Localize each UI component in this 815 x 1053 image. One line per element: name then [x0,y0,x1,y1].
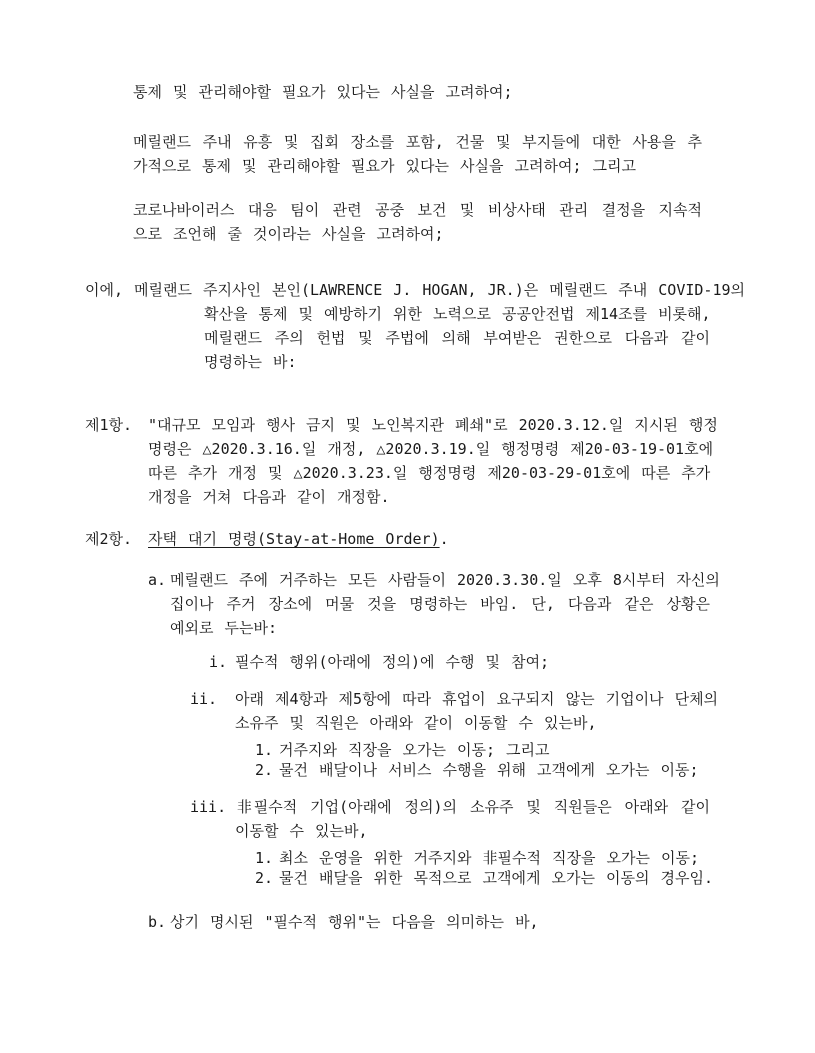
text-line: 통제 및 관리해야할 필요가 있다는 사실을 고려하여; [133,83,513,101]
text-line: 가적으로 통제 및 관리해야할 필요가 있다는 사실을 고려하여; 그리고 [133,157,636,175]
item-iii [190,795,710,843]
section-1-number: 제1항. [85,416,133,434]
text-line: 메릴랜드 주내 유흥 및 집회 장소를 포함, 건물 및 부지들에 대한 사용을 추 [133,133,702,151]
item-iii-marker: iii. [190,798,227,816]
section-2-title: 자택 대기 명령(Stay-at-Home Order) [148,530,440,548]
text-line [190,795,710,819]
item-a-text: 메릴랜드 주에 거주하는 모든 사람들이 2020.3.30.일 오후 8시부터 자신의 [170,571,720,589]
list-item-text: 물건 배달이나 서비스 수행을 위해 고객에게 오가는 이동; [279,761,699,779]
list-item [255,868,714,888]
list-under-iii [255,848,714,888]
item-iii-text: 非필수적 기업(아래에 정의)의 소유주 및 직원들은 아래와 같이 [235,798,710,816]
list-item [255,740,710,760]
item-i-text: 필수적 행위(아래에 정의)에 수행 및 참여; [235,653,550,671]
text-line: 코로나바이러스 대응 팀이 관련 공중 보건 및 비상사태 관리 결정을 지속적 [133,201,702,219]
recital-paragraph-3 [133,198,702,246]
text-line: 소유주 및 직원은 아래와 같이 이동할 수 있는바, [235,714,597,732]
text-line: 확산을 통제 및 예방하기 위한 노력으로 공공안전법 제14조를 비롯해, [204,305,711,323]
recital-paragraph-2 [133,130,702,178]
text-line: 으로 조언해 줄 것이라는 사실을 고려하여; [133,225,444,243]
list-item-marker: 2. [255,869,274,887]
section-1 [85,413,718,509]
list-item-text: 거주지와 직장을 오가는 이동; 그리고 [279,741,550,759]
text-line: 예외로 두는바: [170,619,278,637]
item-a [148,568,720,640]
item-ii-text: 아래 제4항과 제5항에 따라 휴업이 요구되지 않는 기업이나 단체의 [235,690,719,708]
list-item-text: 최소 운영을 위한 거주지와 非필수적 직장을 오가는 이동; [279,849,700,867]
list-item [255,760,710,780]
item-b-marker: b. [148,913,167,931]
item-b [148,910,710,934]
text-line [148,568,720,592]
section-2-title-period: . [439,530,449,548]
section-1-text: "대규모 모임과 행사 금지 및 노인복지관 폐쇄"로 2020.3.12.일 지시된 행정 [148,416,718,434]
item-a-marker: a. [148,571,167,589]
list-item-marker: 2. [255,761,274,779]
item-i-marker: i. [208,653,227,671]
text-line [190,650,710,674]
text-line: 이에, 메릴랜드 주지사인 본인(LAWRENCE J. HOGAN, JR.)은 메릴랜드 주내 COVID-19의 [85,281,746,299]
text-line [190,687,719,711]
recital-paragraph-1 [133,80,702,104]
text-line: 개정을 거쳐 다음과 같이 개정함. [148,488,390,506]
list-item [255,848,710,868]
text-line [148,910,710,934]
list-under-ii [255,740,710,780]
item-ii [190,687,719,735]
list-item-text: 물건 배달을 위한 목적으로 고객에게 오가는 이동의 경우임. [279,869,714,887]
text-line: 명령하는 바: [204,353,297,371]
list-item-marker: 1. [255,741,274,759]
section-2 [85,527,710,551]
text-line: 따른 추가 개정 및 △2020.3.23.일 행정명령 제20-03-29-01호에 따른 추가 [148,464,711,482]
item-i [190,650,710,674]
item-b-text: 상기 명시된 "필수적 행위"는 다음을 의미하는 바, [170,913,539,931]
text-line: 이동할 수 있는바, [235,822,368,840]
section-2-number: 제2항. [85,530,133,548]
item-ii-marker: ii. [190,690,218,708]
text-line: 명령은 △2020.3.16.일 개정, △2020.3.19.일 행정명령 제20-03-19-01호에 [148,440,714,458]
text-line [85,527,710,551]
text-line: 메릴랜드 주의 헌법 및 주법에 의해 부여받은 권한으로 다음과 같이 [204,329,710,347]
text-line [85,413,718,437]
preamble-paragraph [85,278,746,374]
text-line: 집이나 주거 장소에 머물 것을 명령하는 바임. 단, 다음과 같은 상황은 [170,595,710,613]
list-item-marker: 1. [255,849,274,867]
